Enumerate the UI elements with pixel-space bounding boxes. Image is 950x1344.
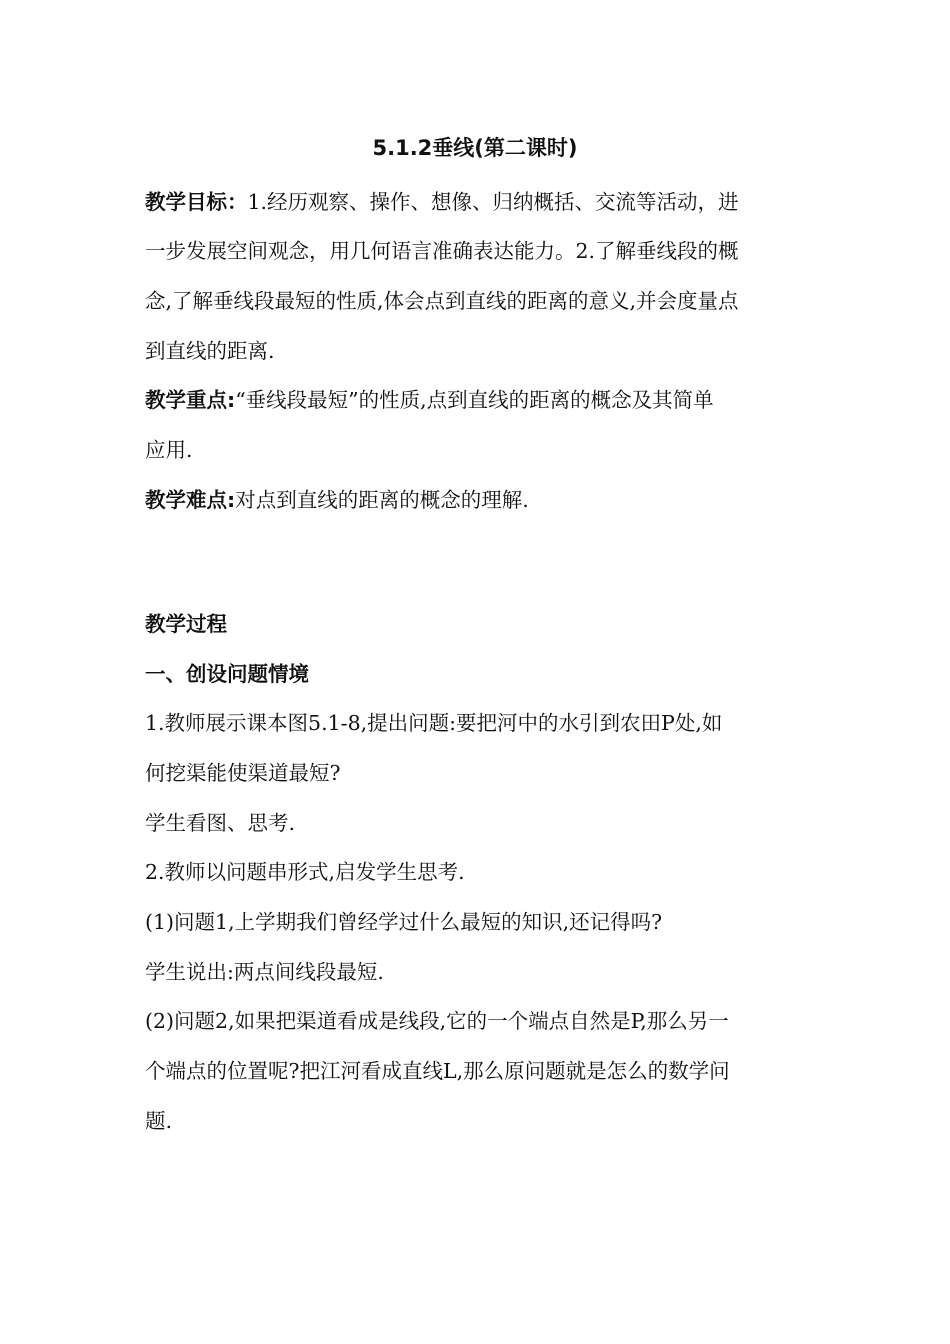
body-line-6: 学生说出:两点间线段最短. bbox=[145, 960, 384, 984]
document-title: 5.1.2垂线(第二课时) bbox=[372, 136, 578, 160]
difficulty-label: 教学难点: bbox=[145, 488, 236, 512]
key-line-1 bbox=[145, 386, 714, 414]
goal-line-4: 到直线的距离. bbox=[145, 339, 275, 363]
body-line-1: 1.教师展示课本图5.1-8,提出问题:要把河中的水引到农田P处,如 bbox=[145, 711, 723, 735]
body-line-7: (2)问题2,如果把渠道看成是线段,它的一个端点自然是P,那么另一 bbox=[145, 1009, 729, 1033]
body-line-3: 学生看图、思考. bbox=[145, 811, 296, 835]
body-line-9: 题. bbox=[145, 1109, 173, 1133]
body-line-2: 何挖渠能使渠道最短? bbox=[145, 761, 341, 785]
key-label: 教学重点: bbox=[145, 388, 236, 412]
key-line-2: 应用. bbox=[145, 438, 193, 462]
goal-line-1 bbox=[145, 188, 739, 216]
key-text-1: “垂线段最短”的性质,点到直线的距离的概念及其简单 bbox=[235, 388, 714, 412]
goal-line-3: 念,了解垂线段最短的性质,体会点到直线的距离的意义,并会度量点 bbox=[145, 289, 739, 313]
section1-heading: 一、创设问题情境 bbox=[145, 662, 309, 686]
body-line-5: (1)问题1,上学期我们曾经学过什么最短的知识,还记得吗? bbox=[145, 910, 663, 934]
goal-text-1: 1.经历观察、操作、想像、归纳概括、交流等活动，进 bbox=[247, 190, 739, 214]
difficulty-text: 对点到直线的距离的概念的理解. bbox=[235, 488, 529, 512]
body-line-4: 2.教师以问题串形式,启发学生思考. bbox=[145, 860, 465, 884]
difficulty-line bbox=[145, 486, 529, 514]
process-heading: 教学过程 bbox=[145, 612, 227, 636]
goal-label: 教学目标： bbox=[145, 190, 248, 214]
body-line-8: 个端点的位置呢?把江河看成直线L,那么原问题就是怎么的数学问 bbox=[145, 1059, 730, 1083]
goal-line-2: 一步发展空间观念，用几何语言准确表达能力。2.了解垂线段的概 bbox=[145, 239, 739, 263]
